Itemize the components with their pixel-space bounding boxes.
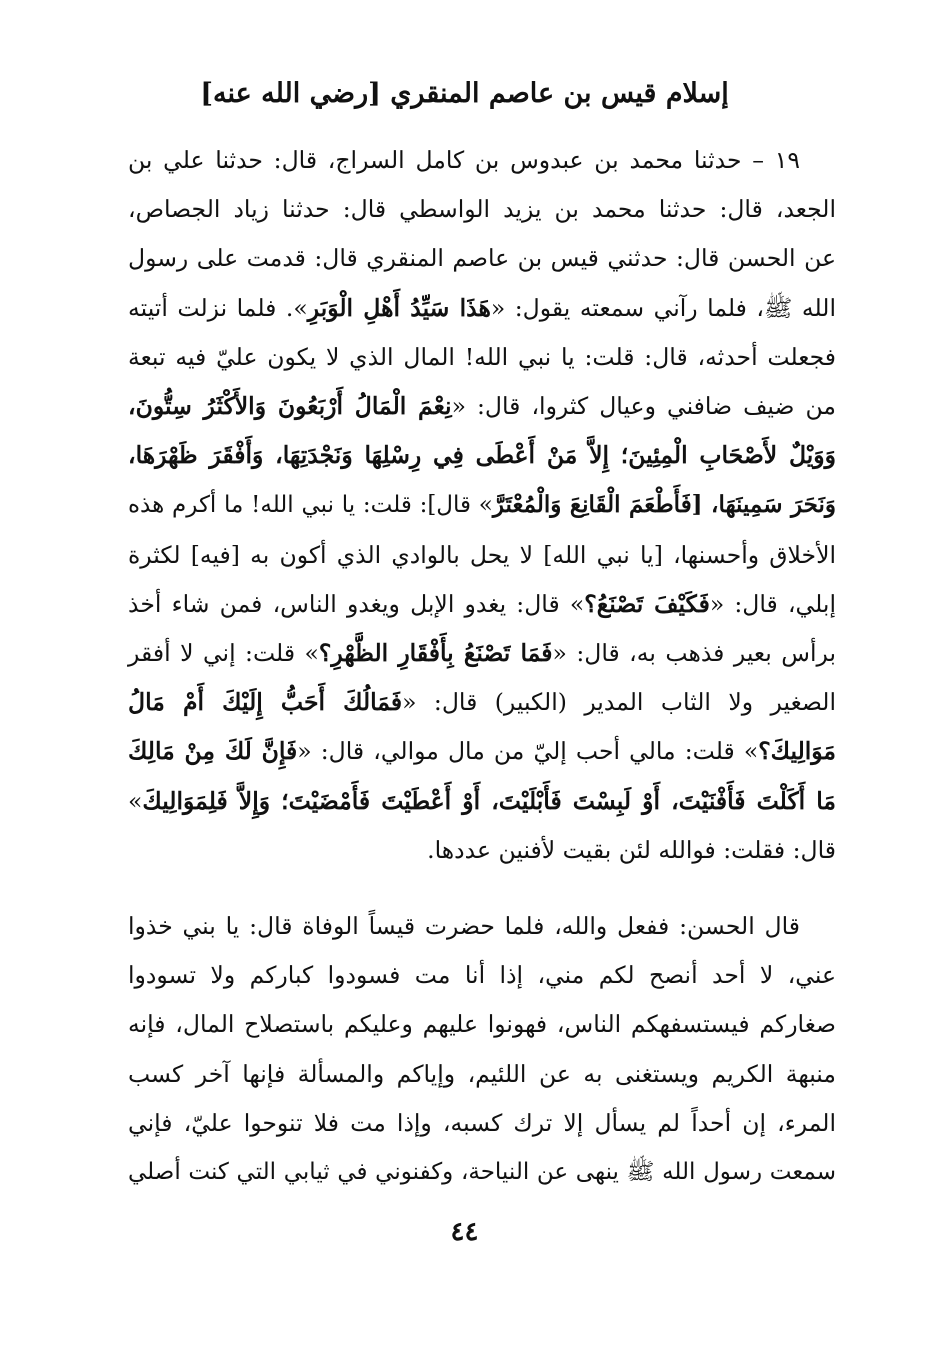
hadith-quote-text: وَوَيْلٌ لأَصْحَابِ الْمِئِينَ؛ إِلاَّ مَنْ أَعْطَى فِي رِسْلِهَا وَنَجْدَتِهَا، وَأَفْقَرَ ظَهْرَهَا،	[128, 441, 836, 470]
text-line	[128, 234, 836, 283]
narration-text: الأخلاق وأحسنها، [يا نبي الله] لا يحل بالوادي الذي أكون به [فيه] لكثرة	[128, 540, 836, 569]
narration-text: الله ﷺ، فلما رآني سمعته يقول: «	[490, 293, 836, 322]
hadith-quote-text: فَمَالُكَ أَحَبُّ إِلَيْكَ أَمْ مَالُ	[128, 688, 403, 717]
narration-text: » قلت: إني لا أفقر	[128, 639, 319, 668]
text-line	[128, 826, 836, 875]
narration-text: » قلت: مالي أحب إليّ من مال موالي، قال: «	[297, 737, 759, 766]
text-line: صغاركم فيستسفهكم الناس، فهونوا عليهم وعليكم باستصلاح المال، فإنه	[128, 1010, 836, 1039]
text-line	[128, 727, 836, 776]
hadith-quote-text: مَا أَكَلْتَ فَأَفْنَيْتَ، أَوْ لَبِسْتَ فَأَبْلَيْتَ، أَوْ أَعْطَيْتَ فَأَمْضَيْتَ؛ وَإِلاَّ فَلِمَوَالِيكَ	[142, 786, 836, 815]
text-line: قال الحسن: ففعل والله، فلما حضرت قيساً الوفاة قال: يا بني خذوا	[128, 912, 800, 940]
text-line: عني، لا أحد أنصح لكم مني، إذا أنا مت فسودوا كباركم ولا تسودوا	[128, 961, 836, 990]
hadith-quote-text: نِعْمَ الْمَالُ أَرْبَعُونَ وَالأَكْثَرُ سِتُّونَ،	[128, 392, 452, 421]
text-line	[128, 531, 836, 580]
text-line	[128, 333, 836, 382]
narration-text: ١٩ – حدثنا محمد بن عبدوس بن كامل السراج، قال: حدثنا علي بن	[128, 146, 800, 174]
text-line: سمعت رسول الله ﷺ ينهى عن النياحة، وكفنوني في ثيابي التي كنت أصلي	[128, 1159, 836, 1186]
commentary-paragraph	[128, 902, 836, 1197]
page-number: ٤٤	[450, 1217, 479, 1247]
text-line: منبهة الكريم ويستغنى به عن اللئيم، وإياكم والمسألة فإنها آخر كسب	[128, 1059, 836, 1088]
hadith-quote-text: وَنَحَرَ سَمِينَهَا، [فَأَطْعَمَ الْقَانِعَ وَالْمُعْتَرَّ	[492, 491, 836, 519]
hadith-quote-text: فَإِنَّ لَكَ مِنْ مَالِكَ	[128, 737, 298, 766]
narration-text: ». فلما نزلت أتيته	[128, 293, 308, 322]
narration-text: إبلي، قال: «	[709, 589, 836, 618]
narration-text: » قال]: قلت: يا نبي الله! ما أكرم هذه	[128, 492, 493, 519]
narration-text: » قال: يغدو الإبل ويغدو الناس، فمن شاء أخذ	[128, 589, 585, 618]
text-line	[128, 480, 836, 530]
text-line	[128, 185, 836, 234]
text-line	[128, 382, 836, 431]
hadith-quote-text: هَذَا سَيِّدُ أَهْلِ الْوَبَرِ	[307, 293, 491, 322]
hadith-quote-text: مَوَالِيكَ؟	[758, 737, 836, 766]
text-line	[128, 136, 836, 185]
narration-text: قال: فقلت: فوالله لئن بقيت لأفنين عددها.	[427, 835, 836, 864]
narration-text: من ضيف ضافني وعيال كثروا، قال: «	[451, 392, 836, 421]
narration-text: »	[128, 786, 143, 815]
text-line: المرء، إن أحداً لم يسأل إلا ترك كسبه، وإذا مت فلا تنوحوا عليّ، فإني	[128, 1108, 836, 1137]
hadith-narration-paragraph	[128, 136, 836, 875]
hadith-quote-text: فَمَا تَصْنَعُ بِأَفْقَارِ الظَّهْرِ؟	[318, 639, 553, 668]
narration-text: الجعد، قال: حدثنا محمد بن يزيد الواسطي قال: حدثنا زياد الجصاص،	[128, 195, 836, 224]
narration-text: برأس بعير فذهب به، قال: «	[552, 639, 836, 668]
text-line	[128, 580, 836, 629]
text-line	[128, 678, 836, 727]
text-line	[128, 284, 836, 333]
text-line	[128, 431, 836, 480]
chapter-title: إسلام قيس بن عاصم المنقري [رضي الله عنه]	[200, 78, 729, 109]
narration-text: عن الحسن قال: حدثني قيس بن عاصم المنقري قال: قدمت على رسول	[128, 244, 836, 273]
text-line	[128, 629, 836, 678]
narration-text: الصغير ولا الثاب المدير (الكبير) قال: «	[402, 688, 836, 717]
text-line	[128, 777, 836, 826]
narration-text: فجعلت أحدثه، قال: قلت: يا نبي الله! المال الذي لا يكون عليّ فيه تبعة	[128, 342, 836, 371]
hadith-quote-text: فَكَيْفَ تَصْنَعُ؟	[584, 589, 710, 618]
